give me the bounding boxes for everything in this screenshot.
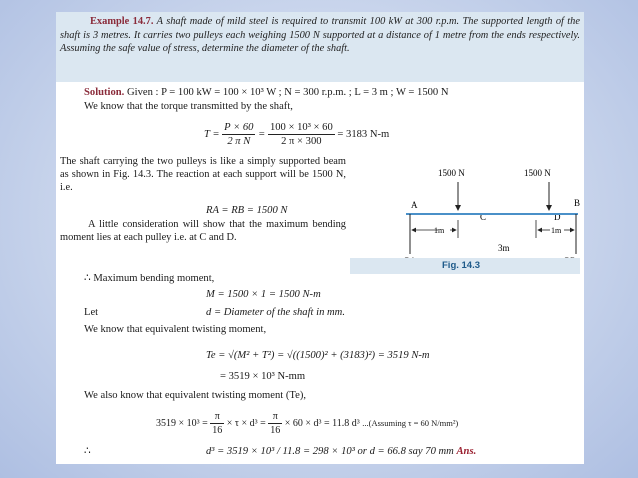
point-a-label: A — [411, 200, 418, 210]
te-equation — [206, 349, 430, 362]
pi-over-16-a: $\frac{\pi}{16}$ — [212, 411, 223, 436]
twist-intro: We know that equivalent twisting moment, — [84, 324, 267, 335]
paragraph-beam: The shaft carrying the two pulleys is like a simply supported beam as shown in Fig. 14.3. The reaction at each support will be 1500 N, i.e. — [60, 156, 346, 193]
textbook-page — [56, 12, 584, 464]
load-label-left: 1500 N — [438, 168, 465, 178]
torque-lhs: T = — [204, 128, 220, 140]
let-label: Let — [84, 307, 99, 318]
torque-fraction-1: $\frac{P \times 60}{\text{2 π N}}$ — [224, 122, 254, 147]
te-lhs: Te = — [206, 350, 226, 361]
torque-result: = 3183 N-m — [337, 128, 390, 140]
point-b-label: B — [574, 198, 581, 208]
dim-mid-label: 3m — [498, 243, 510, 253]
dim-right-label: 1m — [551, 226, 562, 235]
paragraph-bending: A little consideration will show that the maximum bending moment lies at each pulley i.e. at C and D. — [60, 219, 346, 243]
te-mm: = 3519 × 10³ N-mm — [220, 371, 306, 382]
solution-given — [84, 86, 449, 99]
final-mid: × τ × d³ = — [226, 417, 266, 429]
given-text: Given : P = 100 kW = 100 × 10³ W ; N = 300 r.p.m. ; L = 3 m ; W = 1500 N — [127, 87, 449, 98]
example-text: A shaft made of mild steel is required to transmit 100 kW at 300 r.p.m. The supported length of the shaft is 3 metres. It carries two pulleys each weighing 1500 N supported at a distance of 1 metre from the ends respectively. Assuming the safe value of stress, determine the diameter of the shaft. — [60, 16, 580, 55]
final-mid-2: × 60 × d³ = 11.8 d³ — [284, 417, 360, 429]
reaction-equation: RA = RB = 1500 N — [206, 205, 288, 216]
figure-14-3 — [346, 154, 584, 284]
final-lhs: 3519 × 10³ = — [156, 417, 208, 429]
example-statement — [56, 12, 584, 82]
dim-left-label: 1m — [434, 226, 445, 235]
therefore-symbol: ∴ — [84, 446, 91, 457]
max-bm-label: ∴ Maximum bending moment, — [84, 273, 215, 284]
let-equation: d = Diameter of the shaft in mm. — [206, 307, 345, 318]
final-equation — [156, 410, 458, 437]
bm-equation: M = 1500 × 1 = 1500 N-m — [206, 289, 321, 300]
te-expression: √(M² + T²) = √((1500)² + (3183)²) = 3519 N-m — [228, 350, 430, 361]
point-d-label: D — [554, 212, 561, 222]
also-intro: We also know that equivalent twisting moment (Te), — [84, 390, 307, 401]
answer-label: Ans. — [456, 446, 477, 457]
torque-intro: We know that the torque transmitted by the shaft, — [84, 101, 293, 112]
last-equation — [206, 445, 476, 458]
solution-label: Solution. — [84, 87, 125, 98]
final-note: ...(Assuming τ = 60 N/mm²) — [362, 417, 459, 428]
load-label-right: 1500 N — [524, 168, 551, 178]
figure-caption-band — [350, 258, 580, 274]
point-c-label: C — [480, 212, 487, 222]
torque-fraction-2: $\frac{\text{100 × 10³ × 60}}{2 \pi \times 300}$ — [269, 122, 333, 147]
last-equation-text: d³ = 3519 × 10³ / 11.8 = 298 × 10³ or d = 66.8 say 70 mm — [206, 446, 454, 457]
torque-equation: T = $\frac{P \times 60}{\text{2 π N}}$ = $\frac{\text{100 × 10³ × 60}}{2 \pi \times 300}$ = 3183 N-m — [204, 122, 390, 147]
figure-caption: Fig. 14.3 — [442, 260, 481, 271]
pi-over-16-b: $\frac{\pi}{16}$ — [270, 411, 281, 436]
example-label: Example 14.7. — [90, 16, 154, 27]
